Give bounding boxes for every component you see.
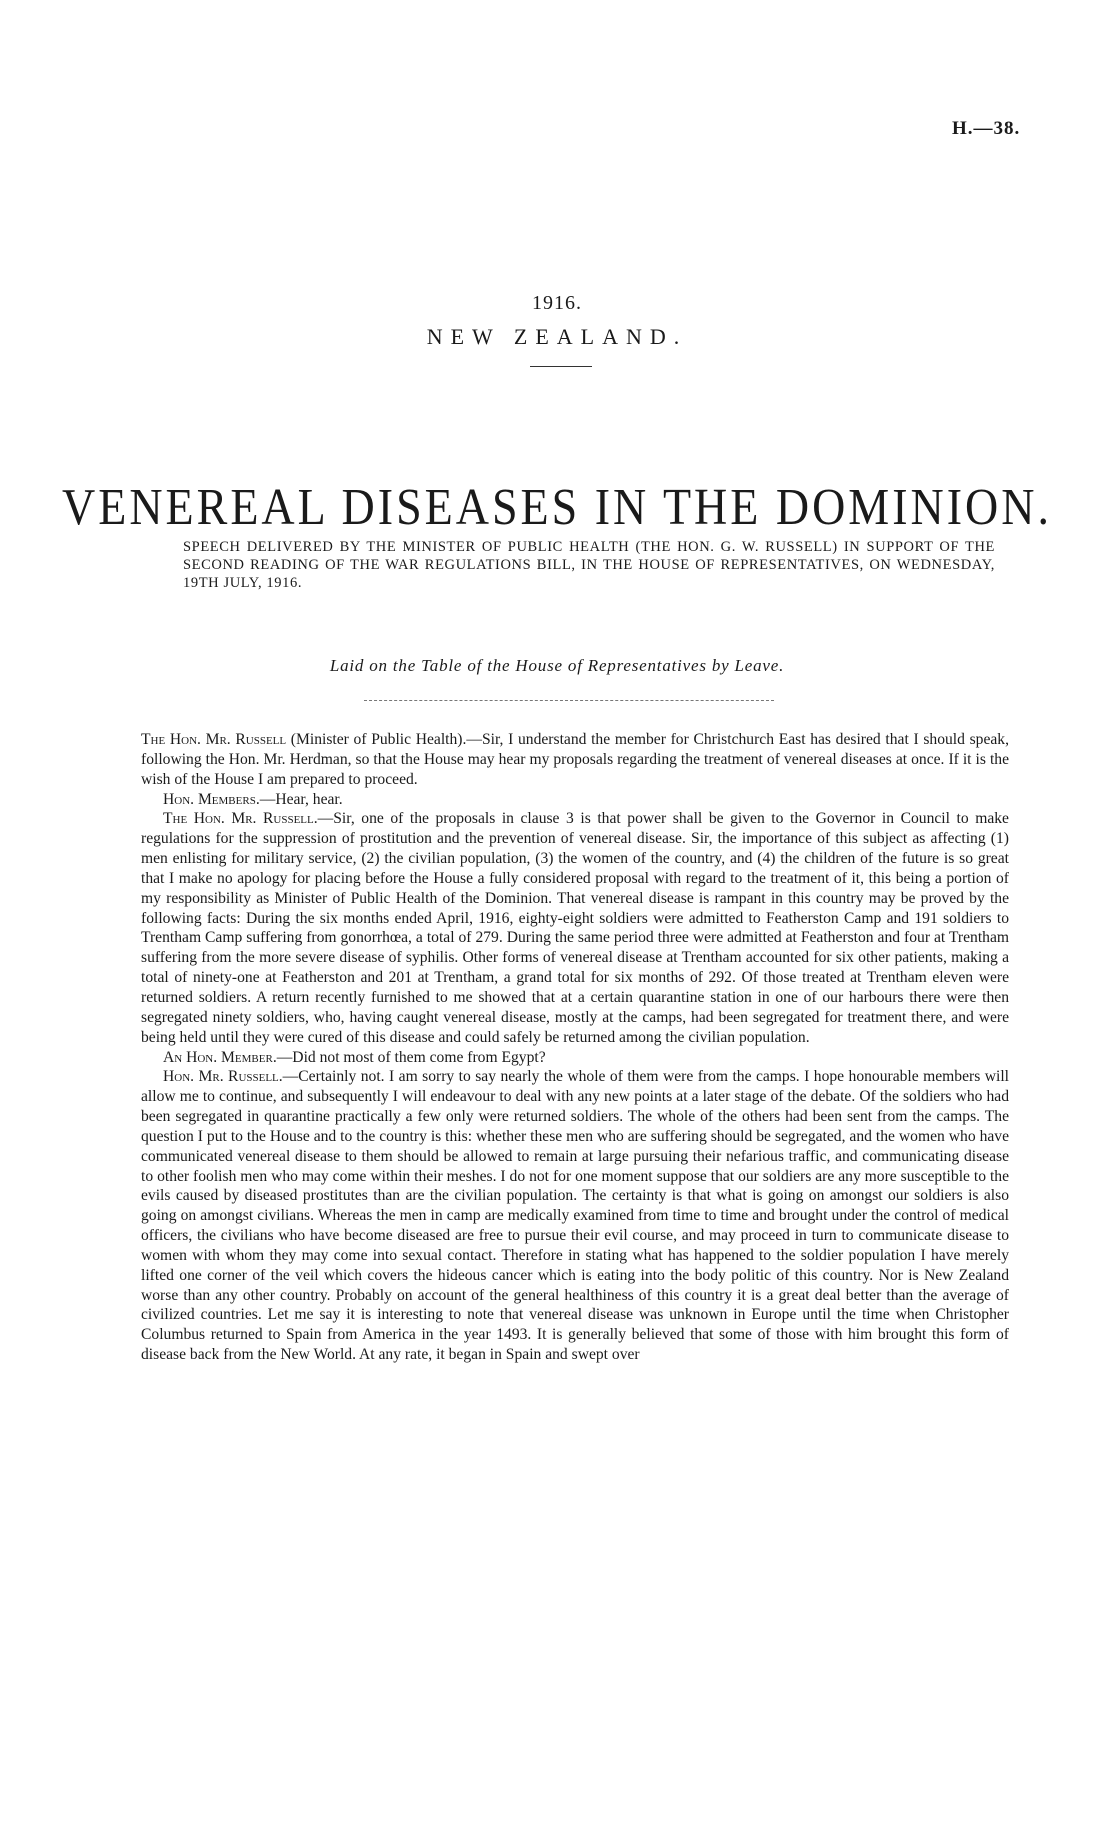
speaker-name: Hon. Members [163, 790, 256, 808]
document-subtitle: SPEECH DELIVERED BY THE MINISTER OF PUBLIC HEALTH (THE HON. G. W. RUSSELL) IN SUPPORT OF THE SECOND READING OF THE WAR REGULATIONS BILL, IN THE HOUSE OF REPRESENTATIVES, ON WEDNESDAY, 19TH JULY, 1916. [183, 539, 995, 591]
paragraph [141, 730, 1009, 790]
document-title: VENEREAL DISEASES IN THE DOMINION. [62, 478, 1052, 536]
paragraph [141, 1048, 1009, 1068]
paragraph [141, 1067, 1009, 1365]
speech-body [141, 730, 1009, 1365]
year-heading: 1916. [532, 292, 582, 314]
paragraph-text: .—Certainly not. I am sorry to say nearly the whole of them were from the camps. I hope honourable members will allow me to continue, and subsequently I will endeavour to deal with any new points at a later stage of the debate. Of the soldiers who had been segregated in quarantine practically a few only were returned soldiers. The whole of the others had been sent from the camps. The question I put to the House and to the country is this: whether these men who are suffering should be segregated, and the women who have communicated venereal disease to them should be allowed to remain at large pursuing their nefarious traffic, and communicating disease to other foolish men who may come within their meshes. I do not for one moment suppose that our soldiers are any more susceptible to the evils caused by diseased prostitutes than are the civilian population. The certainty is that what is going on amongst our soldiers is also going on amongst civilians. Whereas the men in camp are medically examined from time to time and brought under the control of medical officers, the civilians who have become diseased are free to pursue their evil course, and may proceed in turn to communicate disease to women with whom they may come into sexual contact. Therefore in stating what has happened to the soldier population I have merely lifted one corner of the veil which covers the hideous cancer which is eating into the body politic of this country. Nor is New Zealand worse than any other country. Probably on account of the general healthiness of this country it is a great deal better than the average of civilized countries. Let me say it is interesting to note that venereal disease was unknown in Europe until the time when Christopher Columbus returned to Spain from America in the year 1493. It is generally believed that some of those with him brought this form of disease back from the New World. At any rate, it began in Spain and swept over [141, 1068, 1009, 1364]
laid-on-table-note: Laid on the Table of the House of Representatives by Leave. [329, 656, 785, 675]
section-divider [364, 700, 774, 701]
speaker-name: An Hon. Member [163, 1048, 273, 1066]
paragraph-text: (Minister of Public Health).—Sir, I understand the member for Christchurch East has desired that I should speak, following the Hon. Mr. Herdman, so that the House may hear my proposals regarding the treatment of venereal diseases at once. If it is the wish of the House I am prepared to proceed. [141, 731, 1009, 788]
paragraph-text: .—Did not most of them come from Egypt? [272, 1048, 546, 1066]
title-rule [530, 366, 592, 367]
paragraph [141, 809, 1009, 1047]
speaker-name: The Hon. Mr. Russell [141, 731, 287, 748]
paragraph-text: .—Hear, hear. [255, 790, 343, 808]
page-reference: H.—38. [952, 118, 1021, 139]
paragraph [141, 790, 1009, 810]
speaker-name: Hon. Mr. Russell [163, 1068, 279, 1086]
country-heading: NEW ZEALAND. [426, 324, 688, 349]
speaker-name: The Hon. Mr. Russell [163, 810, 314, 828]
paragraph-text: .—Sir, one of the proposals in clause 3 is that power shall be given to the Governor in Council to make regulations for the suppression of prostitution and the prevention of venereal disease. Sir, the importance of this subject as affecting (1) men enlisting for military service, (2) the civilian population, (3) the women of the country, and (4) the children of the future is so great that I make no apology for placing before the House a fully considered proposal with regard to the treatment of it, this being a portion of my responsibility as Minister of Public Health of the Dominion. That venereal disease is rampant in this country may be proved by the following facts: During the six months ended April, 1916, eighty-eight soldiers were admitted to Featherston Camp and 191 soldiers to Trentham Camp suffering from gonorrhœa, a total of 279. During the same period three were admitted at Featherston and four at Trentham suffering from the more severe disease of syphilis. Other forms of venereal disease at Trentham accounted for six other patients, making a total of ninety-one at Featherston and 201 at Trentham, a grand total for six months of 292. Of those treated at Trentham eleven were returned soldiers. A return recently furnished to me showed that at a certain quarantine station in one of our harbours there were then segregated ninety soldiers, who, having caught venereal disease, mostly at the camps, had been segregated for treatment there, and were being held until they were cured of this disease and could safely be returned among the civilian population. [141, 810, 1009, 1046]
